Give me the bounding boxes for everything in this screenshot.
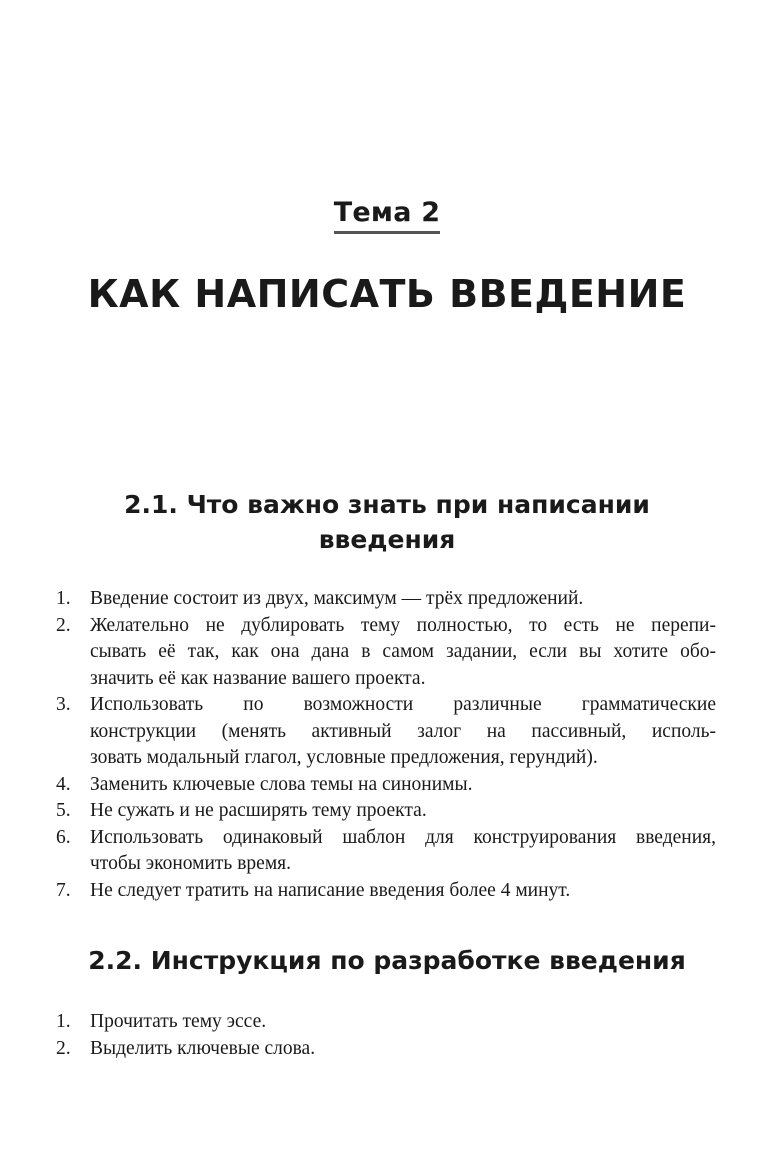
section-2-1-list: [56, 586, 716, 904]
list-item-text: [90, 878, 716, 905]
topic-label: [0, 196, 774, 234]
list-item: [56, 878, 716, 905]
list-item-number: 1.: [56, 588, 71, 609]
list-item-line: значить её как название вашего проекта.: [90, 667, 426, 689]
list-item-number: 2.: [56, 1037, 71, 1059]
section-2-2-list: [56, 1009, 716, 1062]
list-item: [56, 1036, 716, 1063]
list-item: [56, 825, 716, 878]
list-item-line: Использовать по возможности различные грамматические: [90, 694, 716, 715]
list-item-line: Не сужать и не расширять тему проекта.: [90, 800, 427, 821]
section-heading-2-1: [0, 487, 774, 557]
list-item-line: сывать её так, как она дана в самом задании, если вы хотите обо-: [90, 641, 716, 662]
list-item-text: [90, 613, 716, 693]
list-item-number: 2.: [56, 614, 71, 636]
list-item-text: [90, 1036, 716, 1063]
list-item: [56, 613, 716, 693]
list-item-number: 6.: [56, 826, 71, 848]
list-item-text: [90, 1009, 716, 1036]
topic-label-text: Тема 2: [334, 196, 440, 234]
section-heading-line: 2.1. Что важно знать при написании: [124, 490, 650, 519]
list-item: [56, 692, 716, 772]
list-item-text: [90, 825, 716, 878]
list-item-line: конструкции (менять активный залог на пассивный, исполь-: [90, 720, 716, 742]
section-heading-line: введения: [318, 525, 456, 554]
list-item-line: Выделить ключевые слова.: [90, 1037, 316, 1059]
list-item-line: Введение состоит из двух, максимум — трёх предложений.: [90, 588, 584, 609]
list-item-line: Не следует тратить на написание введения более 4 минут.: [90, 879, 571, 901]
topic-title: КАК НАПИСАТЬ ВВЕДЕНИЕ: [87, 272, 687, 316]
list-item-text: [90, 692, 716, 772]
list-item-line: Использовать одинаковый шаблон для конструирования введения,: [90, 826, 716, 848]
list-item-line: зовать модальный глагол, условные предложения, герундий).: [90, 747, 598, 768]
list-item: [56, 772, 716, 799]
list-item-number: 5.: [56, 800, 71, 821]
list-item-text: [90, 586, 716, 613]
list-item-number: 1.: [56, 1011, 71, 1032]
list-item-text: [90, 798, 716, 825]
list-item-number: 3.: [56, 694, 71, 715]
list-item-line: Заменить ключевые слова темы на синонимы.: [90, 773, 473, 795]
list-item: [56, 1009, 716, 1036]
list-item: [56, 798, 716, 825]
list-item-text: [90, 772, 716, 799]
list-item-line: чтобы экономить время.: [90, 853, 291, 874]
list-item-number: 7.: [56, 879, 71, 901]
list-item-line: Прочитать тему эссе.: [90, 1011, 267, 1032]
list-item-number: 4.: [56, 773, 71, 795]
list-item: [56, 586, 716, 613]
section-heading-2-2: 2.2. Инструкция по разработке введения: [88, 946, 686, 975]
list-item-line: Желательно не дублировать тему полностью, то есть не перепи-: [90, 614, 716, 636]
